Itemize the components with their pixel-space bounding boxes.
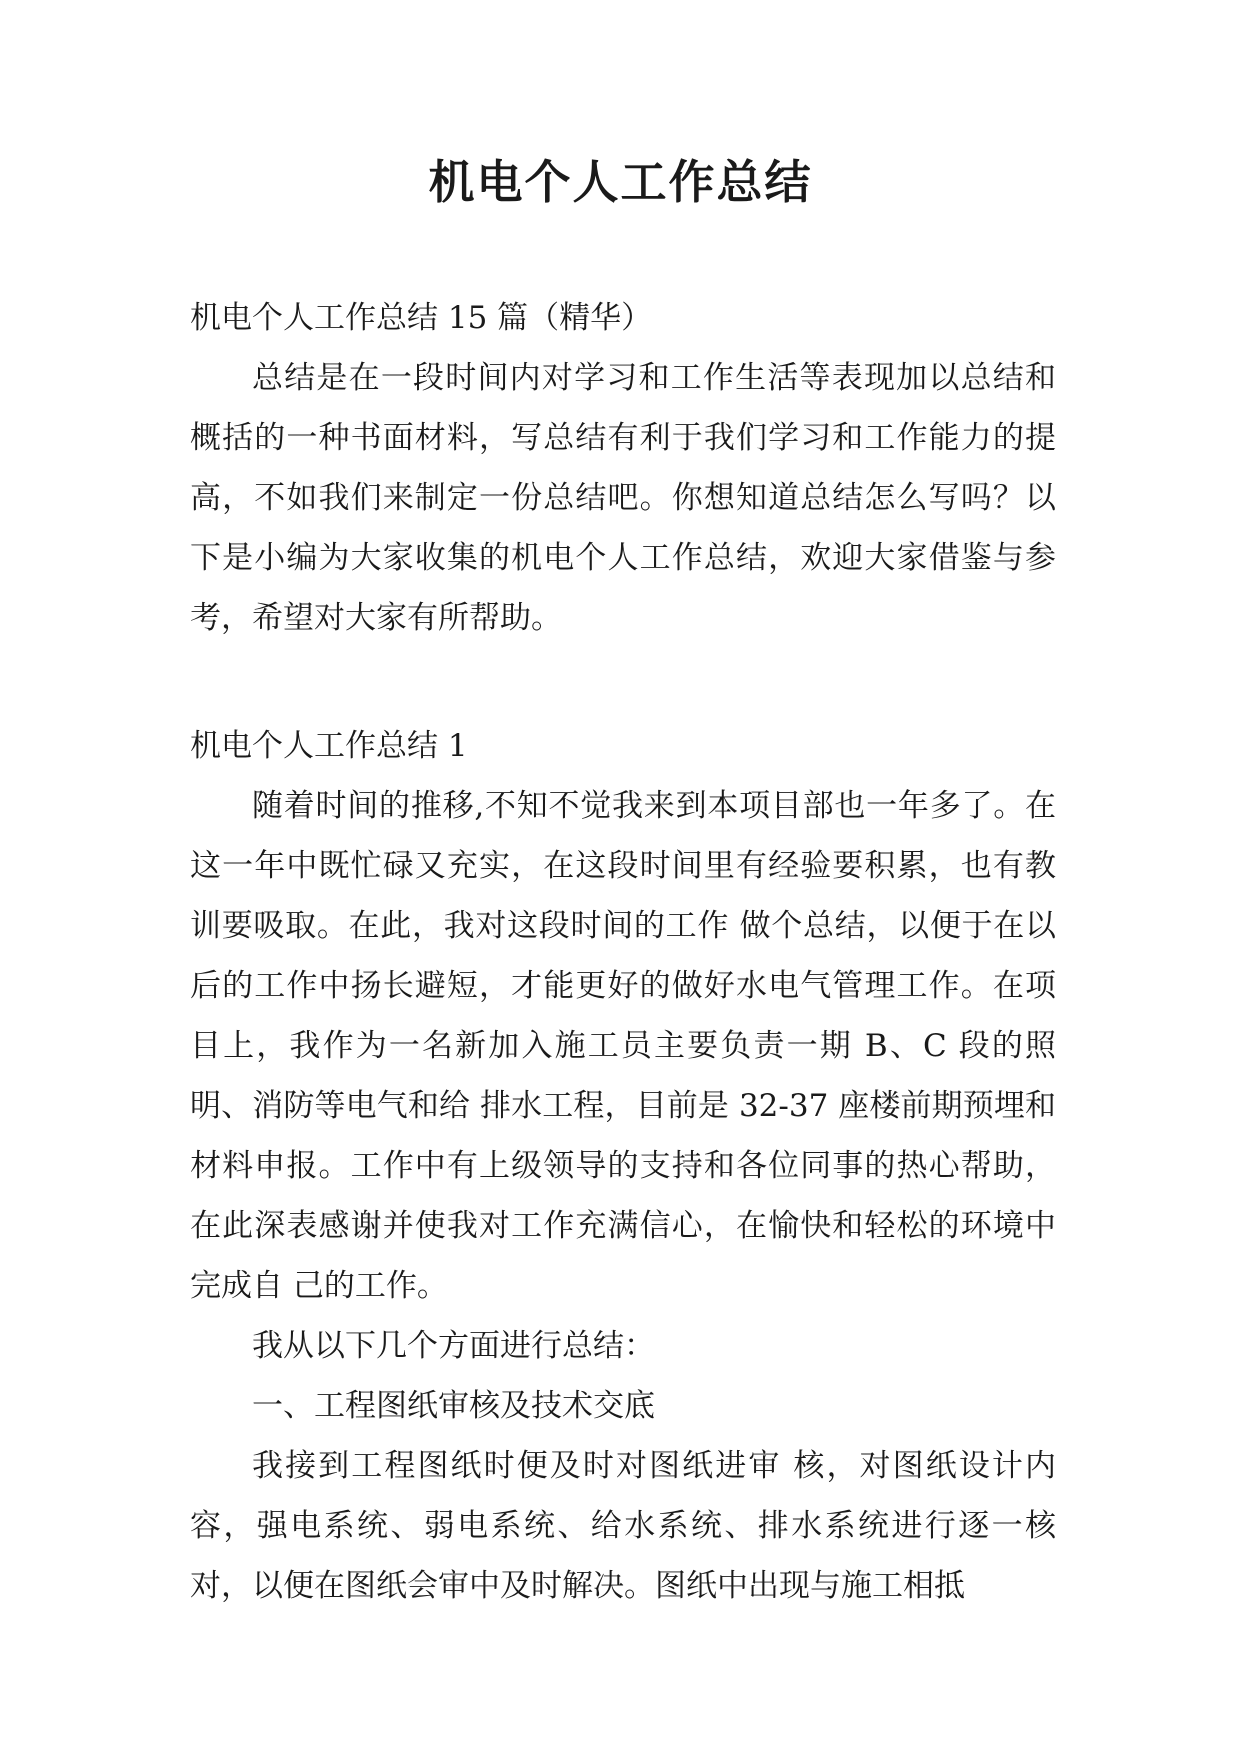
body-paragraph: 我从以下几个方面进行总结： bbox=[252, 1328, 655, 1364]
document-subtitle: 机电个人工作总结 15 篇（精华） bbox=[190, 300, 653, 336]
subsection-heading: 一、工程图纸审核及技术交底 bbox=[252, 1388, 655, 1424]
body-paragraph: 我接到工程图纸时便及时对图纸进审 核，对图纸设计内容，强电系统、弱电系统、给水系统、排水系统进行逐一核对，以便在图纸会审中及时解决。图纸中出现与施工相抵 bbox=[190, 1448, 1056, 1604]
document-body bbox=[190, 288, 1056, 1616]
intro-paragraph: 总结是在一段时间内对学习和工作生活等表现加以总结和概括的一种书面材料，写总结有利于我们学习和工作能力的提高，不如我们来制定一份总结吧。你想知道总结怎么写吗？以下是小编为大家收集的机电个人工作总结，欢迎大家借鉴与参考，希望对大家有所帮助。 bbox=[190, 360, 1056, 636]
section-heading: 机电个人工作总结 1 bbox=[190, 728, 468, 764]
section-spacer bbox=[190, 648, 1056, 716]
body-paragraph: 随着时间的推移,不知不觉我来到本项目部也一年多了。在这一年中既忙碌又充实，在这段时间里有经验要积累，也有教训要吸取。在此，我对这段时间的工作 做个总结，以便于在以后的工作中扬长避短，才能更好的做好水电气管理工作。在项目上，我作为一名新加入施工员主要负责一期 B、C 段的照明、消防等电气和给 排水工程，目前是 32-37 座楼前期预埋和材料申报。工作中有上级领导的支持和各位同事的热心帮助，在此深表感谢并使我对工作充满信心，在愉快和轻松的环境中完成自 己的工作。 bbox=[190, 788, 1056, 1304]
document-title: 机电个人工作总结 bbox=[428, 155, 813, 209]
